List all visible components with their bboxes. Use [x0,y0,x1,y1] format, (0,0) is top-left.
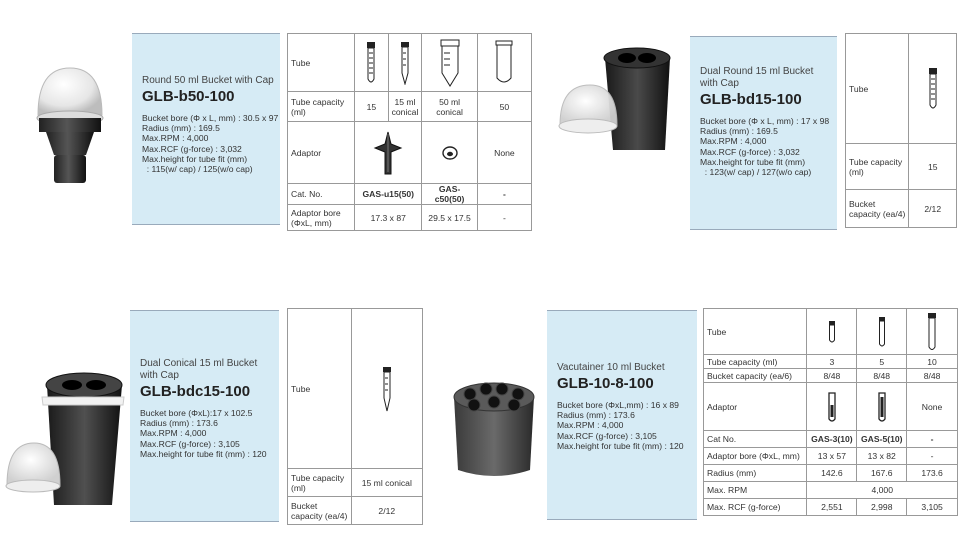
product-model: GLB-10-8-100 [557,375,654,392]
spec-line: Max.RPM : 4,000 [142,133,209,144]
adaptor-none: None [907,383,958,431]
tube-capacity-label: Tube capacity (ml) [288,92,355,122]
product-info-panel [547,310,697,520]
bucket-capacity-value: 8/48 [907,369,958,383]
bucket-capacity-value: 2/12 [909,190,957,228]
max-rpm-label: Max. RPM [704,482,807,499]
max-rcf-value: 2,551 [807,499,857,516]
spec-line: Max.RCF (g-force) : 3,105 [557,430,657,441]
product-photo-glb-b50-100 [30,60,110,190]
spec-line: Max.height for tube fit (mm) [700,156,806,167]
tube-icon-5ml [857,309,907,355]
adaptor-bore-value: 17.3 x 87 [355,205,422,231]
radius-value: 142.6 [807,465,857,482]
max-rcf-value: 2,998 [857,499,907,516]
spec-line: Max.height for tube fit (mm) [142,153,248,164]
bucket-capacity-label: Bucket capacity (ea/4) [846,190,909,228]
spec-table-glb-b50-100 [287,33,532,231]
spec-line: : 123(w/ cap) / 127(w/o cap) [700,167,812,178]
spec-table-glb-bdc15-100 [287,308,423,525]
cat-no-value: - [907,431,958,448]
product-subtitle: Vacutainer 10 ml Bucket [557,362,665,373]
spec-line: Radius (mm) : 169.5 [700,126,778,137]
cat-no-value: GAS-3(10) [807,431,857,448]
spec-line: Bucket bore (Φ x L, mm) : 30.5 x 97 [142,113,279,123]
spec-line: Radius (mm) : 173.6 [557,410,635,421]
bucket-capacity-value: 8/48 [807,369,857,383]
spec-line: Max.RPM : 4,000 [557,420,624,431]
spec-line: Max.RCF (g-force) : 3,032 [700,146,800,157]
tube-capacity-value: 5 [857,355,907,369]
adaptor-bore-label: Adaptor bore (ΦxL, mm) [288,205,355,231]
adaptor-icon-gas-c50 [422,122,477,184]
spec-line: Radius (mm) : 169.5 [142,123,220,134]
radius-value: 173.6 [907,465,958,482]
adaptor-bore-value: - [477,205,531,231]
tube-capacity-value: 3 [807,355,857,369]
spec-line: Max.RPM : 4,000 [700,136,767,147]
product-model: GLB-b50-100 [142,88,235,105]
cat-no-value: GAS-5(10) [857,431,907,448]
max-rcf-value: 3,105 [907,499,958,516]
adaptor-bore-value: 29.5 x 17.5 [422,205,477,231]
adaptor-none: None [477,122,531,184]
tube-capacity-value: 15 [355,92,388,122]
tube-label: Tube [846,34,909,144]
spec-line: Max.RCF (g-force) : 3,032 [142,143,242,154]
adaptor-icon-gas-5 [857,383,907,431]
bucket-capacity-label: Bucket capacity (ea/6) [704,369,807,383]
tube-capacity-label: Tube capacity (ml) [704,355,807,369]
spec-line: Max.RCF (g-force) : 3,105 [140,438,240,449]
spec-line: Max.RPM : 4,000 [140,428,207,439]
spec-table-glb-10-8-100 [703,308,958,516]
tube-capacity-value: 15 [909,144,957,190]
bucket-capacity-value: 2/12 [351,497,422,525]
spec-line: Bucket bore (ΦxL,mm) : 16 x 89 [557,400,679,410]
tube-capacity-value: 10 [907,355,958,369]
spec-table-glb-bd15-100 [845,33,957,228]
tube-capacity-label: Tube capacity (ml) [288,469,352,497]
cat-no-label: Cat No. [704,431,807,448]
cat-no-value: GAS-c50(50) [422,184,477,205]
max-rpm-value: 4,000 [807,482,958,499]
tube-icon-15ml [909,34,957,144]
cat-no-value: - [477,184,531,205]
adaptor-label: Adaptor [704,383,807,431]
spec-line: Max.height for tube fit (mm) : 120 [557,440,684,451]
product-subtitle: Dual Conical 15 ml Bucket with Cap [140,358,258,381]
tube-label: Tube [288,34,355,92]
product-info-panel [132,33,280,225]
adaptor-icon-gas-3 [807,383,857,431]
tube-capacity-value: 15 ml conical [351,469,422,497]
tube-icon-3ml [807,309,857,355]
tube-capacity-value: 15 ml conical [388,92,422,122]
conical-tube-icon-50ml [422,34,477,92]
spec-line: Radius (mm) : 173.6 [140,418,218,429]
product-photo-glb-bd15-100 [555,40,680,160]
spec-line: Max.height for tube fit (mm) : 120 [140,448,267,459]
radius-value: 167.6 [857,465,907,482]
product-info-panel [130,310,279,522]
conical-tube-icon-15ml [388,34,422,92]
cat-no-label: Cat. No. [288,184,355,205]
max-rcf-label: Max. RCF (g-force) [704,499,807,516]
tube-capacity-value: 50 [477,92,531,122]
product-photo-glb-bdc15-100 [2,355,127,515]
tube-icon-10ml [907,309,958,355]
product-subtitle: Round 50 ml Bucket with Cap [142,75,274,86]
spec-line: : 115(w/ cap) / 125(w/o cap) [142,164,253,175]
spec-line: Bucket bore (Φ x L, mm) : 17 x 98 [700,116,830,126]
adaptor-bore-label: Adaptor bore (ΦxL, mm) [704,448,807,465]
round-tube-icon-50ml [477,34,531,92]
adaptor-bore-value: 13 x 57 [807,448,857,465]
spec-line: Bucket bore (ΦxL):17 x 102.5 [140,408,253,418]
conical-tube-icon-15ml [351,309,422,469]
product-photo-glb-10-8-100 [448,372,540,482]
product-model: GLB-bd15-100 [700,91,802,108]
cat-no-value: GAS-u15(50) [355,184,422,205]
product-subtitle: Dual Round 15 ml Bucket with Cap [700,66,814,89]
adaptor-bore-value: - [907,448,958,465]
tube-capacity-label: Tube capacity (ml) [846,144,909,190]
adaptor-bore-value: 13 x 82 [857,448,907,465]
product-model: GLB-bdc15-100 [140,383,251,400]
tube-label: Tube [704,309,807,355]
adaptor-icon-gas-u15 [355,122,422,184]
adaptor-label: Adaptor [288,122,355,184]
bucket-capacity-value: 8/48 [857,369,907,383]
tube-icon-15ml [355,34,388,92]
product-info-panel [690,36,837,230]
radius-label: Radius (mm) [704,465,807,482]
bucket-capacity-label: Bucket capacity (ea/4) [288,497,352,525]
tube-label: Tube [288,309,352,469]
tube-capacity-value: 50 ml conical [422,92,477,122]
